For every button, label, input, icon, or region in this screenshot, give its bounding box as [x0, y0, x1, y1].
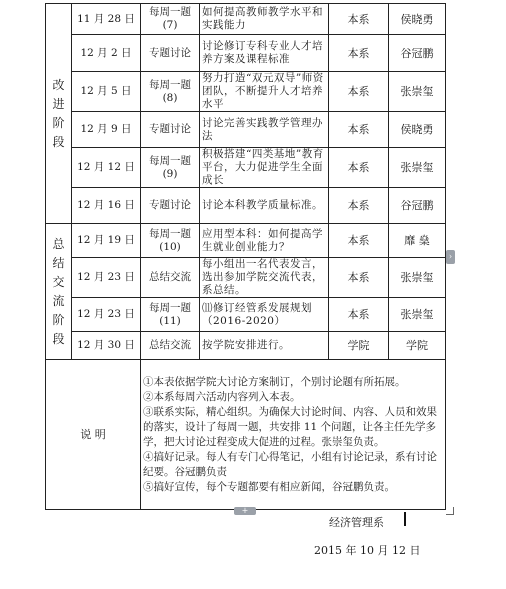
text-cursor: [404, 512, 406, 526]
unit-cell: 本系: [329, 4, 389, 35]
topic-cell: 积极搭建“四类基地”教育平台，大力促进学生全面成长: [200, 148, 329, 188]
date-cell: 12 月 23 日: [72, 298, 141, 332]
table-row: [46, 258, 446, 298]
note-item: ③联系实际，精心组织。为确保大讨论时间、内容、人员和效果的落实，设计了每周一题，共安排 11 个问题，让各主任先学多学，把大讨论过程变成大促进的过程。张崇玺负责。: [143, 405, 437, 448]
note-item: ②本系每周六活动内容列入本表。: [143, 390, 301, 403]
owner-cell: 学院: [389, 332, 446, 360]
owner-cell: 张崇玺: [389, 258, 446, 298]
table-row: [46, 112, 446, 148]
date-cell: 12 月 2 日: [72, 35, 141, 72]
topic-cell: 努力打造“双元双导”师资团队，不断提升人才培养水平: [200, 72, 329, 112]
topic-cell: 讨论完善实践教学管理办法: [200, 112, 329, 148]
form-cell: 每周一题(11): [141, 298, 200, 332]
table-resize-handle-icon[interactable]: ›: [446, 250, 455, 264]
table-corner-resize-icon[interactable]: [446, 507, 454, 515]
unit-cell: 本系: [329, 298, 389, 332]
topic-cell: ⑾修订经管系发展规划（2016-2020）: [200, 298, 329, 332]
topic-cell: 应用型本科：如何提高学生就业创业能力？: [200, 224, 329, 258]
note-item: ④搞好记录。每人有专门心得笔记，小组有讨论记录，系有讨论纪要。谷冠鹏负责: [143, 450, 437, 478]
form-cell: 专题讨论: [141, 35, 200, 72]
table-row: [46, 148, 446, 188]
topic-cell: 讨论本科教学质量标准。: [200, 188, 329, 224]
owner-cell: 侯晓勇: [389, 112, 446, 148]
notes-row: [46, 360, 446, 510]
topic-cell: 如何提高教师教学水平和实践能力: [200, 4, 329, 35]
topic-cell: 按学院安排进行。: [200, 332, 329, 360]
form-cell: 每周一题(10): [141, 224, 200, 258]
note-item: ①本表依据学院大讨论方案制订，个别讨论题有所拓展。: [143, 375, 406, 388]
unit-cell: 本系: [329, 112, 389, 148]
table-row: [46, 4, 446, 35]
owner-cell: 张崇玺: [389, 72, 446, 112]
unit-cell: 本系: [329, 148, 389, 188]
owner-cell: 谷冠鹏: [389, 35, 446, 72]
form-cell: 每周一题(8): [141, 72, 200, 112]
table-row: [46, 332, 446, 360]
table-row: [46, 224, 446, 258]
owner-cell: 张崇玺: [389, 298, 446, 332]
note-item: ⑤搞好宣传，每个专题都要有相应新闻，谷冠鹏负责。: [143, 480, 395, 493]
stage-label: 改进阶段: [52, 77, 65, 149]
date-cell: 12 月 30 日: [72, 332, 141, 360]
date-cell: 12 月 12 日: [72, 148, 141, 188]
notes-label: 说 明: [46, 360, 141, 510]
unit-cell: 本系: [329, 35, 389, 72]
topic-cell: 每小组出一名代表发言，选出参加学院交流代表，系总结。: [200, 258, 329, 298]
schedule-sheet: [45, 3, 446, 510]
owner-cell: 侯晓勇: [389, 4, 446, 35]
date-cell: 12 月 9 日: [72, 112, 141, 148]
form-cell: 每周一题(9): [141, 148, 200, 188]
unit-cell: 本系: [329, 188, 389, 224]
table-row: [46, 188, 446, 224]
form-cell: 每周一题(7): [141, 4, 200, 35]
date-cell: 11 月 28 日: [72, 4, 141, 35]
table-row: [46, 298, 446, 332]
date-cell: 12 月 23 日: [72, 258, 141, 298]
date-cell: 12 月 19 日: [72, 224, 141, 258]
unit-cell: 学院: [329, 332, 389, 360]
form-cell: 专题讨论: [141, 112, 200, 148]
form-cell: 专题讨论: [141, 188, 200, 224]
stage-cell: [46, 224, 72, 360]
stage-label: 总结交流阶段: [52, 236, 65, 346]
unit-cell: 本系: [329, 224, 389, 258]
topic-cell: 讨论修订专科专业人才培养方案及课程标准: [200, 35, 329, 72]
notes-cell: [141, 360, 446, 510]
table-row: [46, 35, 446, 72]
department-signature: 经济管理系: [329, 516, 384, 529]
form-cell: 总结交流: [141, 258, 200, 298]
owner-cell: 谷冠鹏: [389, 188, 446, 224]
table-row: [46, 72, 446, 112]
owner-cell: 张崇玺: [389, 148, 446, 188]
schedule-table: [45, 3, 446, 510]
owner-cell: 靡 燊: [389, 224, 446, 258]
form-cell: 总结交流: [141, 332, 200, 360]
unit-cell: 本系: [329, 258, 389, 298]
date-cell: 12 月 5 日: [72, 72, 141, 112]
document-date: 2015 年 10 月 12 日: [314, 544, 421, 557]
date-cell: 12 月 16 日: [72, 188, 141, 224]
unit-cell: 本系: [329, 72, 389, 112]
stage-cell: [46, 4, 72, 224]
add-row-handle-icon[interactable]: +: [234, 507, 256, 515]
